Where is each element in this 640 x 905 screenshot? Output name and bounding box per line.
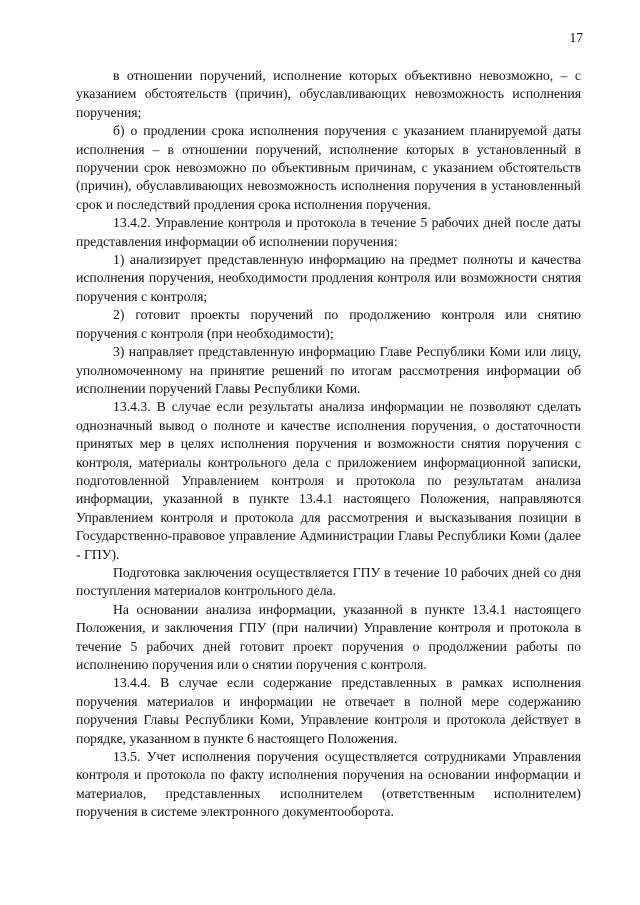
- paragraph: 1) анализирует представленную информацию на предмет полноты и качества исполнения поручения, необходимости продления контроля или возможности снятия поручения с контроля;: [76, 252, 581, 304]
- paragraph: На основании анализа информации, указанной в пункте 13.4.1 настоящего Положения, и заключения ГПУ (при наличии) Управление контроля и протокола в течение 5 рабочих дней готовит проект поручения о продолжении работы по исполнению поручения или о снятии поручения с контроля.: [76, 601, 581, 672]
- paragraph: б) о продлении срока исполнения поручения с указанием планируемой даты исполнения – в отношении поручений, исполнение которых в установленный в поручении срок невозможно по объективным причинам, с указанием обстоятельств (причин), обуславливающих невозможность исполнения поручения в установленный срок и последствий продления срока исполнения поручения.: [76, 123, 581, 212]
- paragraph: в отношении поручений, исполнение которых объективно невозможно, – с указанием обстоятельств (причин), обуславливающих невозможность исполнения поручения;: [76, 68, 581, 120]
- paragraph: 2) готовит проекты поручений по продолжению контроля или снятию поручения с контроля (при необходимости);: [76, 307, 581, 341]
- paragraph: 13.4.4. В случае если содержание представленных в рамках исполнения поручения материалов и информации не отвечает в полной мере содержанию поручения Главы Республики Коми, Управление контроля и протокола действует в порядке, указанном в пункте 6 настоящего Положения.: [76, 675, 581, 746]
- paragraph: 13.4.3. В случае если результаты анализа информации не позволяют сделать однозначный вывод о полноте и качестве исполнения поручения, о достаточности принятых мер в целях исполнения поручения и возможности снятия поручения с контроля, материалы контрольного дела с приложением информационной записки, подготовленной Управлением контроля и протокола по результатам анализа информации, указанной в пункте 13.4.1 настоящего Положения, направляются Управлением контроля и протокола для рассмотрения и высказывания позиции в Государственно-правовое управление Администрации Главы Республики Коми (далее - ГПУ).: [76, 399, 581, 562]
- paragraph: 13.4.2. Управление контроля и протокола в течение 5 рабочих дней после даты представления информации об исполнении поручения:: [76, 215, 581, 249]
- paragraph: 3) направляет представленную информацию Главе Республики Коми или лицу, уполномоченному на принятие решений по итогам рассмотрения информации об исполнении поручений Главы Республики Коми.: [76, 344, 581, 396]
- paragraph: Подготовка заключения осуществляется ГПУ в течение 10 рабочих дней со дня поступления материалов контрольного дела.: [76, 564, 581, 599]
- document-body: [76, 67, 581, 822]
- paragraph: 13.5. Учет исполнения поручения осуществляется сотрудниками Управления контроля и протокола по факту исполнения поручения на основании информации и материалов, представленных исполнителем (ответственным исполнителем) поручения в системе электронного документооборота.: [76, 749, 581, 820]
- page-number: 17: [569, 30, 583, 45]
